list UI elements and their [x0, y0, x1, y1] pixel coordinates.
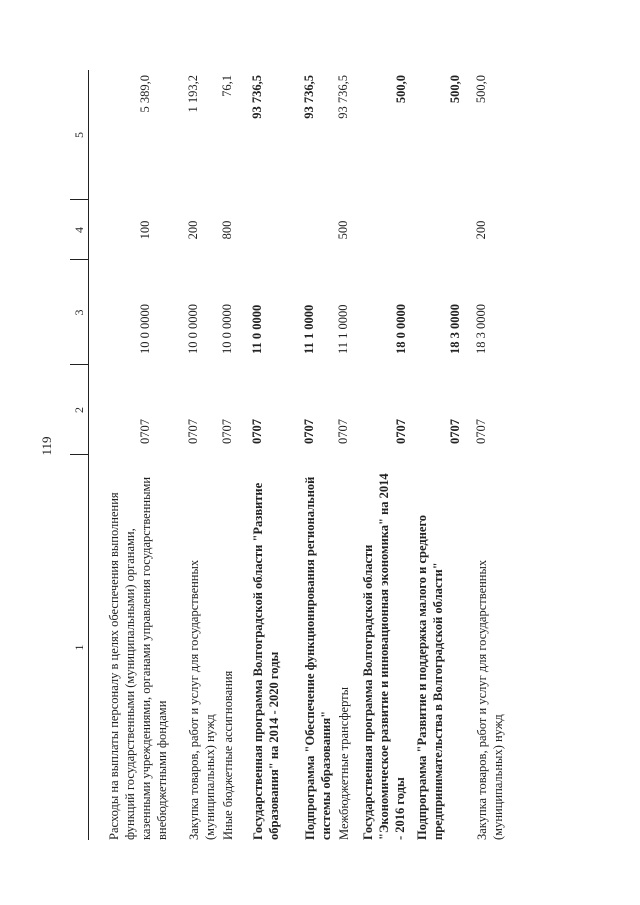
row-name: Государственная программа Волгоградской области "Развитие образования" на 2014 - 2020 годы	[251, 482, 281, 840]
row-name: Закупка товаров, работ и услуг для государственных (муниципальных) нужд	[187, 559, 217, 840]
row-target: 18 3 0000	[448, 304, 462, 354]
page-number: 119	[39, 436, 54, 456]
row-amount: 1 193,2	[186, 75, 200, 113]
row-name: Иные бюджетные ассигнования	[221, 670, 235, 840]
header-col2: 2	[72, 407, 86, 413]
row-type: 200	[474, 220, 488, 240]
header-col3: 3	[72, 309, 86, 316]
row-amount: 76,1	[220, 75, 234, 97]
row-type: 100	[138, 220, 152, 240]
row-amount: 93 736,5	[336, 75, 350, 119]
row-target: 11 0 0000	[250, 304, 264, 354]
row-amount: 500,0	[394, 75, 408, 104]
row-name: Государственная программа Волгоградской области "Экономическое развитие и инновационная экономика" на 2014 - 2016 годы	[361, 473, 407, 840]
table-header	[70, 70, 89, 840]
row-type: 800	[220, 220, 234, 240]
row-target: 10 0 0000	[186, 304, 200, 354]
row-name: Подпрограмма "Обеспечение функционирования региональной системы образования"	[303, 476, 333, 840]
row-name: Межбюджетные трансферты	[337, 686, 351, 840]
row-target: 18 0 0000	[394, 304, 408, 354]
row-type: 500	[336, 220, 350, 240]
row-amount: 93 736,5	[302, 75, 316, 119]
row-amount: 5 389,0	[138, 75, 152, 113]
row-target: 10 0 0000	[138, 304, 152, 354]
row-section: 0707	[186, 419, 200, 444]
row-name: Расходы на выплаты персоналу в целях обеспечения выполнения функций государственными (муниципальными) органами, казенными учреждениями, органами управления государственными внебюджетными фондами	[107, 476, 169, 840]
row-amount: 93 736,5	[250, 75, 264, 119]
row-section: 0707	[448, 419, 462, 444]
row-target: 10 0 0000	[220, 304, 234, 354]
budget-table	[70, 70, 560, 840]
row-type: 200	[186, 220, 200, 240]
row-section: 0707	[138, 419, 152, 444]
row-target: 11 1 0000	[336, 304, 350, 354]
row-section: 0707	[302, 419, 316, 444]
row-target: 11 1 0000	[302, 304, 316, 354]
row-target: 18 3 0000	[474, 304, 488, 354]
row-amount: 500,0	[448, 75, 462, 104]
header-col4: 4	[72, 227, 86, 233]
row-section: 0707	[336, 419, 350, 444]
row-section: 0707	[474, 419, 488, 444]
row-name: Подпрограмма "Развитие и поддержка малого и среднего предпринимательства в Волгоградской области"	[415, 514, 445, 840]
row-section: 0707	[250, 419, 264, 444]
row-section: 0707	[394, 419, 408, 444]
row-amount: 500,0	[474, 75, 488, 104]
header-col5: 5	[72, 132, 86, 138]
header-col1: 1	[72, 644, 86, 651]
row-name: Закупка товаров, работ и услуг для государственных (муниципальных) нужд	[475, 559, 505, 840]
row-section: 0707	[220, 419, 234, 444]
